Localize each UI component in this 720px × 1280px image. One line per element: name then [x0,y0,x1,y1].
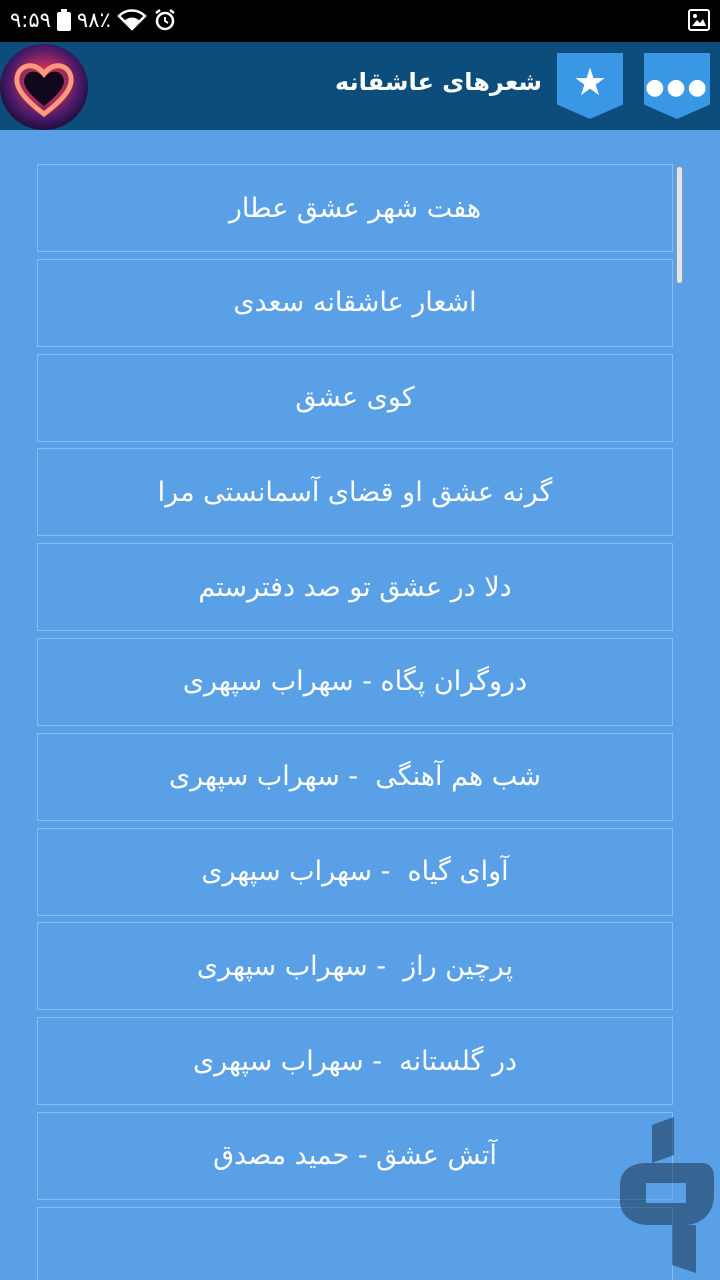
status-bar [0,0,720,42]
poem-list-container [0,130,720,1280]
list-item[interactable]: دلا در عشق تو صد دفترستم [37,543,673,631]
app-bar [0,42,720,130]
alarm-icon [153,8,177,32]
image-notification-icon [688,9,710,35]
list-item[interactable]: اشعار عاشقانه سعدی [37,259,673,347]
list-item[interactable] [37,1207,673,1280]
app-store-logo [612,1115,716,1275]
list-item[interactable]: در گلستانه - سهراب سپهری [37,1017,673,1105]
battery-percent: ۹۸٪ [76,8,111,32]
list-item[interactable]: پرچین راز - سهراب سپهری [37,922,673,1010]
more-dots-icon: ●●● [645,75,709,100]
battery-icon [57,9,71,31]
poem-list [37,164,673,1280]
heart-icon [0,44,88,130]
list-item[interactable]: دروگران پگاه - سهراب سپهری [37,638,673,726]
app-title: شعرهای عاشقانه [335,68,542,96]
list-item[interactable]: کوی عشق [37,354,673,442]
list-item[interactable]: شب هم آهنگی - سهراب سپهری [37,733,673,821]
list-item[interactable]: گرنه عشق او قضای آسمانستی مرا [37,448,673,536]
favorites-button[interactable] [557,53,623,119]
status-left-group [10,8,177,32]
status-time: ۹:۵۹ [10,8,51,32]
list-item[interactable]: آوای گیاه - سهراب سپهری [37,828,673,916]
heart-fire-avatar[interactable] [0,44,88,130]
star-icon: ★ [572,60,608,104]
list-item[interactable]: آتش عشق - حمید مصدق [37,1112,673,1200]
wifi-icon [117,9,147,31]
more-dots-button[interactable] [644,53,710,119]
scrollbar[interactable] [676,166,683,284]
list-item[interactable]: هفت شهر عشق عطار [37,164,673,252]
